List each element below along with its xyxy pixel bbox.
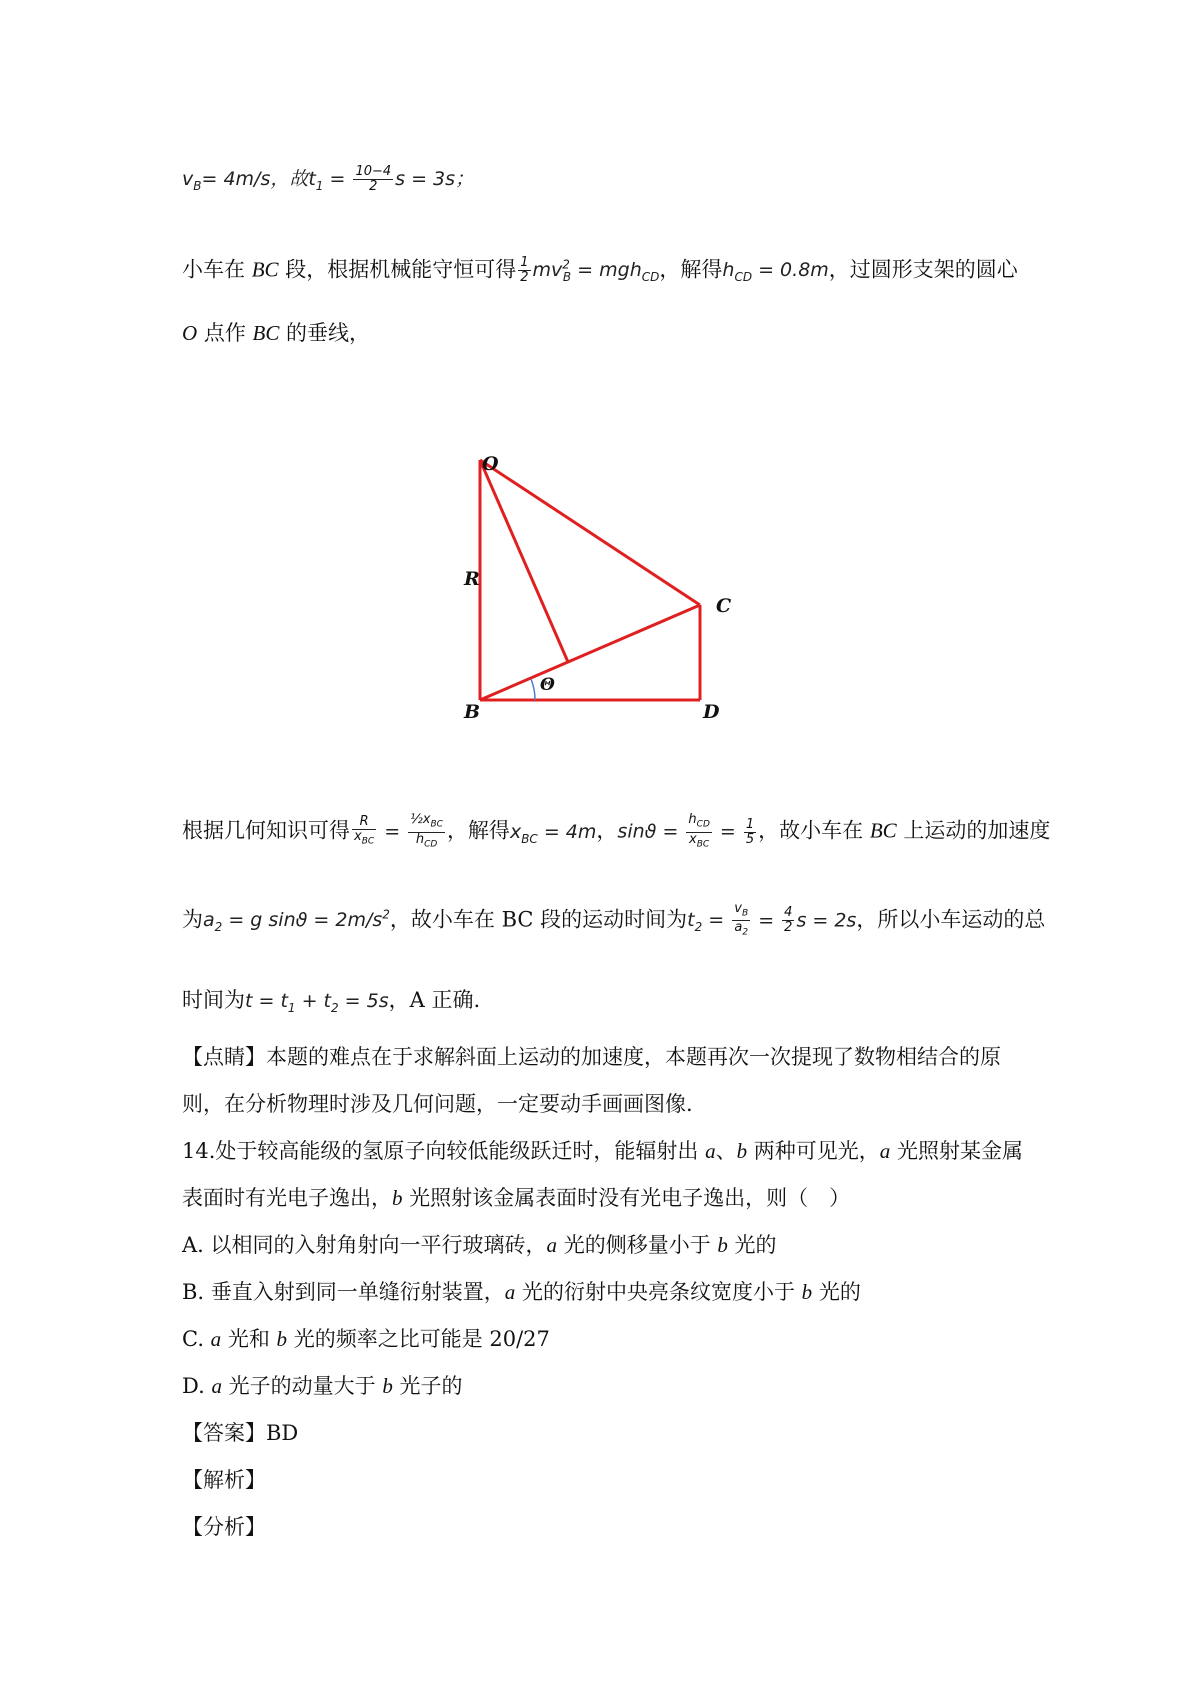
label-r: R — [464, 568, 480, 590]
t1-fraction: $\frac{10-4}{2}$ — [355, 164, 392, 194]
four-halves-fraction: $\frac{4}{2}$ — [784, 905, 793, 936]
option-c: C. a 光和 b 光的频率之比可能是 20/27 — [182, 1327, 550, 1351]
half-xbc-over-hcd-fraction: $\frac{\frac{1}{2}x_{BC}}{h_{CD}}$ — [410, 812, 443, 850]
question-14-stem-1: 14.处于较高能级的氢原子向较低能级跃迁时，能辐射出 a、b 两种可见光，a 光照射某金属 — [182, 1139, 1023, 1163]
t2-symbol: $t_2$ = — [687, 909, 731, 935]
t1-result: s = 3s； — [395, 168, 475, 190]
a2-equation: $a_2 = g$ $\sin ϑ = 2m/s^2$ — [203, 908, 390, 935]
sin-theta: sinϑ = — [617, 820, 685, 843]
r-over-xbc-fraction: $\frac{R}{x_{BC}}$ — [354, 814, 375, 847]
label-b: B — [464, 701, 481, 723]
total-time-equation: $t = t_1 + t_2 = 5s$ — [245, 990, 389, 1015]
option-d: D. a 光子的动量大于 b 光子的 — [182, 1374, 463, 1398]
option-a: A. 以相同的入射角射向一平行玻璃砖，a 光的侧移量小于 b 光的 — [182, 1233, 777, 1257]
one-fifth-fraction: $\frac{1}{5}$ — [745, 816, 755, 847]
hcd-result: $h_{CD} = 0.8m$ — [722, 259, 829, 285]
solution-line-4: 根据几何知识可得 $\frac{R}{x_{BC}}$ = $\frac{\frac{1}{2}x_{BC}}{h_{CD}}$ ，解得$x_{BC} = 4m$，sinϑ = $\frac{h_{CD}}{x_{BC}}$ = $\frac{1}{5}$ ，故小车在 BC 上运动的加速度 — [182, 812, 1051, 850]
solution-line-3: O 点作 BC 的垂线， — [182, 321, 371, 345]
vb-over-a2-fraction: $\frac{v_B}{a_2}$ — [734, 900, 749, 938]
angle-theta-arc — [531, 679, 535, 700]
half-fraction: $\frac{1}{2}$ — [520, 255, 529, 286]
fenxi-heading: 【分析】 — [182, 1515, 266, 1539]
solution-line-1: $v_B= 4m/s$，故$t_1$ = $\frac{10-4}{2}$ s = 3s； — [182, 164, 475, 194]
triangle-figure — [440, 440, 760, 760]
label-o: O — [482, 453, 499, 475]
solution-line-2: 小车在 BC 段，根据机械能守恒可得 $\frac{1}{2}$ $mv^2_B = mgh_{CD}$，解得$h_{CD} = 0.8m$，过圆形支架的圆心 — [182, 255, 1018, 286]
jiexi-heading: 【解析】 — [182, 1468, 266, 1492]
option-b: B. 垂直入射到同一单缝衍射装置，a 光的衍射中央亮条纹宽度小于 b 光的 — [182, 1280, 861, 1304]
hcd-over-xbc-fraction: $\frac{h_{CD}}{x_{BC}}$ — [688, 812, 710, 850]
t1-symbol: $t_1$ — [308, 168, 324, 193]
t2-result: s = 2s — [796, 909, 857, 932]
answer-line: 【答案】BD — [182, 1421, 299, 1445]
geometry-diagram — [440, 440, 760, 760]
energy-equation: $mv^2_B = mgh_{CD}$ — [532, 258, 660, 285]
label-theta: Θ — [540, 675, 555, 695]
label-c: C — [716, 595, 732, 617]
vb-symbol: $v_B$ — [182, 168, 202, 193]
solution-line-5: 为$a_2 = g$ $\sin ϑ = 2m/s^2$，故小车在 BC 段的运动时间为$t_2$ = $\frac{v_B}{a_2}$ = $\frac{4}{2}$ s = 2s，所以小车运动的总 — [182, 900, 1046, 938]
label-d: D — [703, 701, 720, 723]
segment-bc — [480, 605, 700, 700]
dianjing-line-1: 【点睛】本题的难点在于求解斜面上运动的加速度，本题再次一次提现了数物相结合的原 — [182, 1045, 1001, 1069]
solution-line-6: 时间为$t = t_1 + t_2 = 5s$，A 正确. — [182, 988, 481, 1015]
vb-equation: = 4m/s，故 — [201, 168, 309, 190]
question-14-stem-2: 表面时有光电子逸出，b 光照射该金属表面时没有光电子逸出，则（ ） — [182, 1186, 851, 1210]
xbc-result: $x_{BC} = 4m$ — [509, 820, 597, 846]
dianjing-line-2: 则，在分析物理时涉及几何问题，一定要动手画画图像. — [182, 1092, 693, 1116]
